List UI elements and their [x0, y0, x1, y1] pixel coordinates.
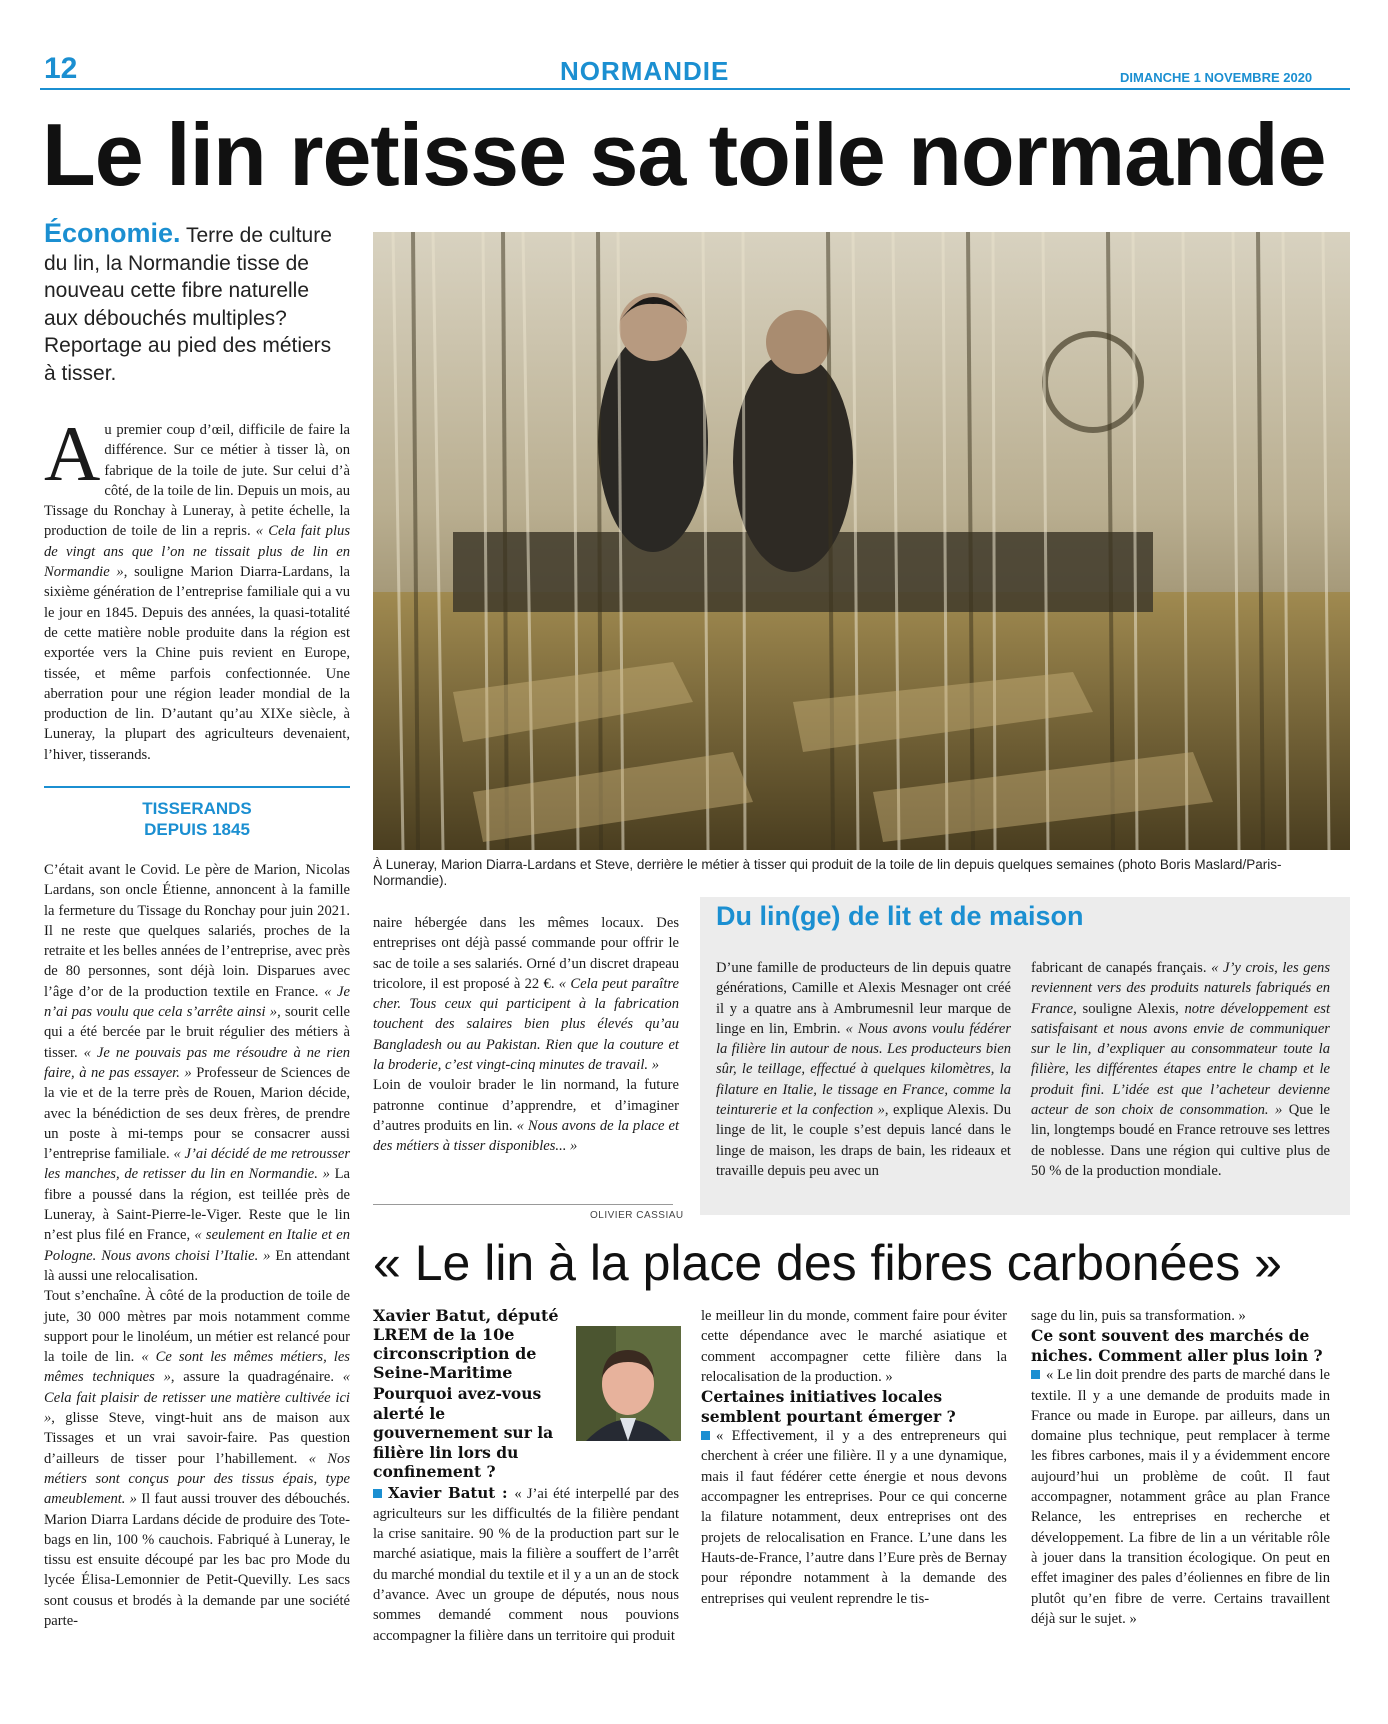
headline: Le lin retisse sa toile normande [42, 105, 1326, 204]
quote: « Cela peut paraître cher. Tous ceux qui participent à la fabrication touchent des salaires bien plus élevés qu’au Bangladesh ou au Pakistan. Rien que la couture et la broderie, c’est vingt-cinq minutes de travail. » [373, 975, 679, 1074]
portrait-image [576, 1326, 681, 1441]
question-3: Ce sont souvent des marchés de niches. Comment aller plus loin ? [1031, 1326, 1323, 1365]
interview-title: « Le lin à la place des fibres carbonées » [373, 1235, 1282, 1291]
answer-2-continued: sage du lin, puis sa transformation. » [1031, 1308, 1246, 1324]
page-number: 12 [44, 52, 78, 85]
header-rule [40, 88, 1350, 90]
body-text: Que le lin, longtemps boudé en France retrouve ses lettres de noblesse. Dans une région qui cultive plus de 50 % de la production mondiale. [1031, 1102, 1330, 1179]
answer-marker-icon [1031, 1370, 1040, 1379]
quote: « Cela fait plaisir de retisser une matière cultivée ici » [44, 1369, 351, 1427]
intertitle-line: TISSERANDS [142, 799, 252, 818]
byline: OLIVIER CASSIAU [590, 1210, 684, 1221]
body-text: , sourit celle qui a été bercée par le bruit régulier des métiers à tisser. [44, 1004, 350, 1061]
quote: « J’ai décidé de me retrousser les manches, de retisser du lin en Normandie. » [44, 1146, 350, 1183]
quote: « Je n’ai pas voulu que cela s’arrête ainsi » [44, 983, 350, 1021]
body-text: En attendant là aussi une relocalisation. [44, 1247, 350, 1284]
weaving-loom-photo [373, 232, 1350, 850]
intertitle [44, 786, 350, 840]
byline-rule [373, 1204, 673, 1205]
section-name: NORMANDIE [560, 56, 730, 86]
interviewee-portrait [576, 1326, 681, 1441]
standfirst-label: Économie. [44, 218, 181, 248]
body-text: , glisse Steve, vingt-huit ans de maison aux Tissages et un vrai savoir-faire. Pas question d’ailleurs de tisser pour l’habillement. [44, 1410, 350, 1467]
lead-paragraph [44, 410, 351, 765]
photo-image [373, 232, 1350, 850]
intertitle-line: DEPUIS 1845 [144, 820, 250, 839]
answer-1 [373, 1484, 679, 1646]
body-column-1 [44, 860, 350, 1631]
body-text: , explique Alexis. Du linge de lit, le couple s’est depuis lancé dans le linge de maison, les draps de bain, les rideaux et travaille depuis peu avec un [716, 1102, 1011, 1179]
body-text: D’une famille de producteurs de lin depuis quatre générations, Camille et Alexis Mesnager ont créé il y a quatre ans à Ambrumesnil leur marque de linge en lin, Embrin. [716, 960, 1011, 1037]
body-text: , assure la quadragénaire. [170, 1369, 343, 1386]
question-2: Certaines initiatives locales semblent pourtant émerger ? [701, 1387, 956, 1426]
standfirst [44, 220, 344, 387]
quote: « Nos métiers sont conçus pour des tissus épais, type ameublement. » [44, 1450, 351, 1508]
answer-2 [701, 1426, 1007, 1609]
answer-marker-icon [701, 1431, 710, 1440]
body-text: fabricant de canapés français. [1031, 960, 1212, 976]
body-text: souligne Alexis, [1076, 1000, 1185, 1017]
body-column-2 [373, 913, 679, 1157]
photo-caption: À Luneray, Marion Diarra-Lardans et Steve, derrière le métier à tisser qui produit de la toile de lin depuis quelques semaines (photo Boris Maslard/Paris-Normandie). [373, 857, 1282, 888]
quote: « Je ne pouvais pas me résoudre à ne rien faire, à ne pas essayer. » [44, 1044, 350, 1081]
body-text: Tout s’enchaîne. À côté de la production de toile de jute, 30 000 mètres par mois notamment comme support pour le linoléum, un métier est relancé pour la toile de lin. [44, 1288, 350, 1366]
lead-quote: « Cela fait plus de vingt ans que l’on ne tissait plus de lin en Normandie » [44, 523, 351, 581]
issue-date: DIMANCHE 1 NOVEMBRE 2020 [1120, 70, 1313, 85]
answer-speaker: Xavier Batut : [388, 1483, 515, 1502]
answer-3 [1031, 1365, 1330, 1629]
interview-column-3 [1031, 1306, 1330, 1629]
body-text: C’était avant le Covid. Le père de Marion, Nicolas Lardans, son oncle Étienne, annoncent à la famille la fermeture du Tissage du Ronchay pour juin 2021. Il ne reste que quelques salariés, proches de la retraite et les belles années de l’entreprise, avec près de 80 personnes, sont déjà loin. Disparues avec l’âge d’or de la production textile en France. [44, 862, 350, 1000]
body-text: Il faut aussi trouver des débouchés. Marion Diarra Lardans décide de produire des Tote-bags en lin, 100 % cauchois. Fabriqué à Luneray, le tissu est ensuite découpé par les bac pro Mode du lycée Élisa-Lemonnier de Petit-Quevilly. Les sacs sont cousus et brodés à la demande par une société parte- [44, 1491, 350, 1629]
answer-marker-icon [373, 1489, 382, 1498]
quote: « Ce sont les mêmes métiers, les mêmes techniques » [44, 1349, 350, 1386]
quote: notre développement est satisfaisant et nous avons envie de communiquer sur le lin, d’expliquer au consommateur toute la filière, les différentes étapes entre le champ et le produit fini. L’idée est que l’acheteur devienne acteur de son choix de consommation. » [1031, 1000, 1331, 1119]
quote: « Nous avons de la place et des métiers à tisser disponibles... » [373, 1117, 679, 1155]
body-text: La fibre a poussé dans la région, est teillée près de Luneray, à Saint-Pierre-le-Viger. Reste que le lin n’est plus filé en France, [44, 1166, 350, 1244]
standfirst-text: Terre de culture du lin, la Normandie tisse de nouveau cette fibre naturelle aux débouchés multiples? Reportage au pied des métiers à tisser. [44, 224, 332, 385]
body-text: naire hébergée dans les mêmes locaux. Des entreprises ont déjà passé commande pour offrir le sac de toile a ses salariés. Orné d’un discret drapeau tricolore, il est proposé à 22 €. [373, 915, 679, 992]
quote: « seulement en Italie et en Pologne. Nous avons choisi l’Italie. » [44, 1227, 350, 1264]
interview-column-2 [701, 1306, 1007, 1609]
question-1: Pourquoi avez-vous alerté le gouvernement sur la filière lin lors du confinement ? [373, 1384, 554, 1481]
answer-1-continued: le meilleur lin du monde, comment faire pour éviter cette dépendance avec le marché asiatique et comment accompagner cette filière dans la relocalisation de la production. » [701, 1308, 1007, 1385]
answer-text: « J’ai été interpellé par des agriculteurs sur les difficultés de la filière pendant la crise sanitaire. 90 % de la production part sur le marché asiatique, mais la filière a souffert de l’arrêt du marché mondial du textile et il y a un an de stock d’avance. Avec un groupe de députés, nous nous sommes demandé comment nous pouvions accompagner la filière dans un territoire qui produit [373, 1485, 679, 1644]
sidebar-box-col-1 [716, 958, 1011, 1181]
answer-text: « Effectivement, il y a des entrepreneurs qui cherchent à créer une filière. Il y a une dynamique, mais il faut fédérer cette énergie et nous devons accompagner les entreprises. Pour ce qui concerne la filature notamment, deux entreprises ont des projets de relocalisation en France. L’une dans les Hauts-de-France, l’autre dans l’Eure près de Bernay pour répondre notamment à la demande des entreprises qui veulent reprendre le tis- [701, 1428, 1007, 1607]
interviewee: Xavier Batut, député LREM de la 10e circonscription de Seine-Maritime [373, 1306, 559, 1382]
lead-text: u premier coup d’œil, difficile de faire la différence. Sur ce métier à tisser là, on fabrique de la toile de jute. Sur celui d’à côté, de la toile de lin. Depuis un mois, au Tissage du Ronchay à Luneray, à petite échelle, la production de toile de lin a repris. [44, 422, 350, 540]
quote: « Nous avons voulu fédérer la filière lin autour de nous. Les producteurs bien sûr, le teillage, effectué à quelques kilomètres, la filature en Italie, le tissage en France, comme la teinturerie et la confection » [716, 1020, 1011, 1119]
body-text: Loin de vouloir brader le lin normand, la future patronne continue d’apprendre, et d’imaginer d’autres produits en lin. [373, 1077, 679, 1134]
body-text: Professeur de Sciences de la vie et de la terre près de Rouen, Marion décide, avec la bénédiction de ses deux frères, de prendre un poste à mi-temps pour se consacrer aussi l’entreprise familiale. [44, 1064, 350, 1163]
answer-text: « Le lin doit prendre des parts de marché dans le textile. Il y a une demande de produits made in France ou made in Europe. par ailleurs, dans un domaine plus technique, peut remplacer à terme les fibres carbones, mais il y a évidemment encore aujourd’hui un problème de coût. Il faut accompagner, notamment grâce au plan France Relance, les entreprises en recherche et développement. La fibre de lin a un véritable rôle à jouer dans la transition écologique. On peut en effet imaginer des pales d’éoliennes en fibre de lin plutôt qu’en fibre de verre. Certains travaillent déjà sur le sujet. » [1031, 1367, 1330, 1627]
sidebar-box-col-2 [1031, 958, 1330, 1181]
lead-text: , souligne Marion Diarra-Lardans, la sixième génération de l’entreprise familiale qui a vu le jour en 1845. Depuis des années, la quasi-totalité de cette matière noble produite dans la région est exportée vers la Chine puis revient en Europe, tissée, et même parfois confectionnée. Une aberration pour une région leader mondial de la production de lin. D’autant qu’au XIXe siècle, à Luneray, la plupart des agriculteurs devenaient, l’hiver, tisserands. [44, 564, 350, 763]
drop-cap: A [44, 410, 101, 497]
quote: « J’y crois, les gens reviennent vers des produits naturels fabriqués en France, [1031, 960, 1330, 1017]
sidebar-box-title: Du lin(ge) de lit et de maison [716, 901, 1084, 931]
